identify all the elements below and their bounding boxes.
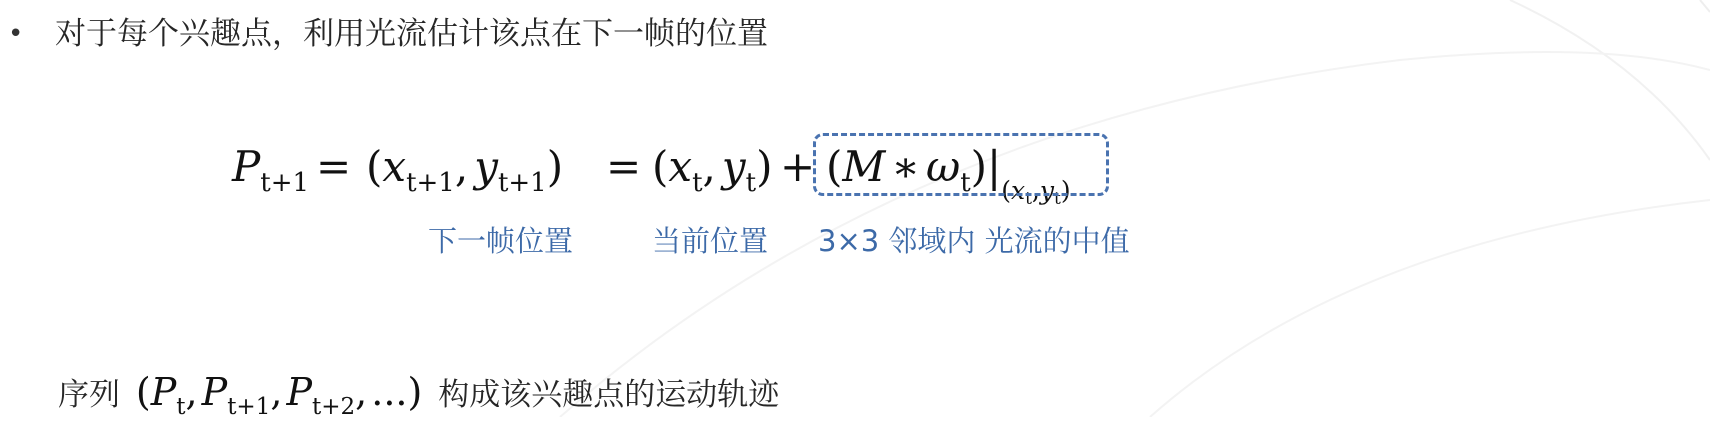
y-subscript: t+1 xyxy=(497,168,547,198)
comma: , xyxy=(702,142,716,191)
paren-open: ( xyxy=(826,142,843,191)
lhs-subscript: t+1 xyxy=(260,168,310,198)
paren-open: ( xyxy=(366,142,383,191)
eval-y-subscript: t xyxy=(1054,189,1061,209)
paren-close: ) xyxy=(546,142,564,191)
omega-subscript: t xyxy=(960,168,971,198)
paren-open: ( xyxy=(652,142,669,191)
next-position-tuple xyxy=(366,135,563,215)
seq-p2-sub: t+1 xyxy=(227,394,271,420)
eval-x-subscript: t xyxy=(1025,189,1032,209)
star-operator: ∗ xyxy=(891,142,920,191)
bullet-text: 对于每个兴趣点，利用光流估计该点在下一帧的位置 xyxy=(55,16,768,52)
annotation-median-flow: 3×3 邻域内 光流的中值 xyxy=(818,224,1130,258)
eval-open: ( xyxy=(1001,176,1011,205)
paren-close: ) xyxy=(756,142,773,191)
seq-comma2: , xyxy=(270,370,283,414)
m-symbol: M xyxy=(842,142,886,191)
x-symbol: x xyxy=(668,142,693,191)
seq-open: ( xyxy=(135,370,151,414)
seq-p2: P xyxy=(201,370,228,414)
eval-comma: , xyxy=(1031,176,1040,205)
plus-sign: + xyxy=(780,142,816,191)
equals-sign-2: = xyxy=(606,142,642,191)
paren-close: ) xyxy=(970,142,988,191)
sequence-suffix: 构成该兴趣点的运动轨迹 xyxy=(438,377,780,413)
sequence-prefix: 序列 xyxy=(58,377,120,413)
formula-lhs xyxy=(232,135,309,215)
y-symbol: y xyxy=(474,142,498,191)
x-subscript: t xyxy=(692,168,703,198)
y-symbol: y xyxy=(721,142,746,191)
seq-p3: P xyxy=(286,370,313,414)
comma: , xyxy=(454,142,469,191)
x-subscript: t+1 xyxy=(406,168,455,198)
seq-p1-sub: t xyxy=(176,394,186,420)
seq-p3-sub: t+2 xyxy=(312,394,356,420)
eval-close: ) xyxy=(1060,176,1071,205)
evaluation-bar: | xyxy=(987,142,1002,191)
annotation-next-frame-position: 下一帧位置 xyxy=(428,224,574,258)
bullet-marker: • xyxy=(8,19,24,49)
trajectory-sequence-line xyxy=(58,370,779,429)
equals-sign-1: = xyxy=(316,142,352,191)
seq-comma1: , xyxy=(185,370,198,414)
seq-p1: P xyxy=(150,370,177,414)
eval-x: x xyxy=(1010,176,1026,205)
sequence-tuple xyxy=(135,370,423,420)
omega-symbol: ω xyxy=(925,142,961,191)
eval-y: y xyxy=(1039,176,1054,205)
lhs-symbol: P xyxy=(232,142,261,191)
seq-close: ) xyxy=(407,370,423,414)
seq-dots: ... xyxy=(371,370,408,414)
y-subscript: t xyxy=(745,168,757,198)
annotation-current-position: 当前位置 xyxy=(652,224,769,258)
median-term-highlight-box xyxy=(813,133,1109,196)
current-position-tuple xyxy=(652,135,772,215)
x-symbol: x xyxy=(382,142,407,191)
seq-comma3: , xyxy=(355,370,368,414)
